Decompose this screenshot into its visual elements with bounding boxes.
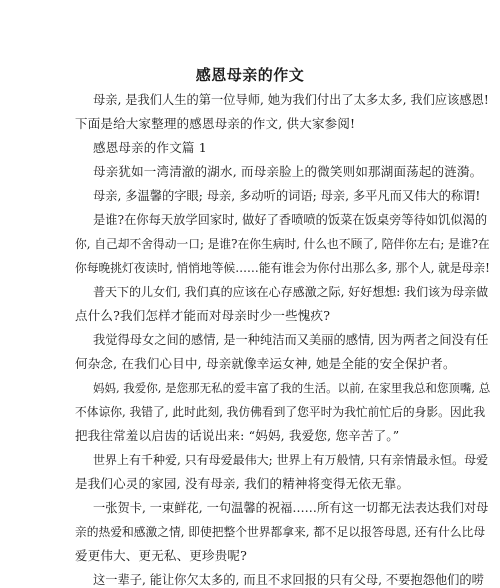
text-line: 何杂念, 在我们心目中, 母亲就像幸运女神, 她是全能的安全保护者。 (75, 356, 456, 371)
text-line: 是我们心灵的家园, 没有母亲, 我们的精神将变得无依无靠。 (75, 476, 410, 491)
text-line: 感恩母亲的作文篇 1 (93, 140, 207, 155)
text-line: 你每晚挑灯夜读时, 悄悄地等候……能有谁会为你付出那么多, 那个人, 就是母亲! (75, 261, 490, 275)
text-line: 妈妈, 我爱你, 是您那无私的爱丰富了我的生活。以前, 在家里我总和您顶嘴, 总 (93, 381, 491, 395)
text-line: 普天下的儿女们, 我们真的应该在心存感激之际, 好好想想: 我们该为母亲做 (93, 285, 489, 299)
text-line: 我觉得母女之间的感情, 是一种纯洁而又美丽的感情, 因为两者之间没有任 (93, 333, 489, 347)
document-title: 感恩母亲的作文 (195, 66, 305, 84)
text-line: 爱更伟大、更无私、更珍贵呢? (75, 548, 248, 563)
text-line: 母亲犹如一湾清澈的湖水, 而母亲脸上的微笑则如那湖面荡起的涟漪。 (93, 164, 483, 179)
text-line: 是谁?在你每天放学回家时, 做好了香喷喷的饭菜在饭桌旁等待如饥似渴的 (93, 213, 488, 227)
text-line: 把我往常羞以启齿的话说出来: “妈妈, 我爱您, 您辛苦了。” (75, 428, 400, 443)
text-line: 下面是给大家整理的感恩母亲的作文, 供大家参阅! (75, 116, 356, 131)
text-line: 母亲, 多温馨的字眼; 母亲, 多动听的词语; 母亲, 多平凡而又伟大的称谓! (93, 189, 481, 203)
text-line: 亲的热爱和感激之情, 即使把整个世界都拿来, 都不足以报答母恩, 还有什么比母 (75, 525, 486, 539)
text-line: 母亲, 是我们人生的第一位导师, 她为我们付出了太多太多, 我们应该感恩! (93, 93, 489, 107)
text-line: 你, 自己却不舍得动一口; 是谁?在你生病时, 什么也不顾了, 陪伴你左右; 是谁?在 (75, 237, 490, 251)
text-line: 点什么?我们怎样才能而对母亲时少一些愧疚? (75, 308, 331, 323)
text-line: 不体谅你, 我错了, 此时此刻, 我仿佛看到了您平时为我忙前忙后的身影。因此我 (75, 405, 486, 419)
text-line: 这一辈子, 能让你欠太多的, 而且不求回报的只有父母, 不要抱怨他们的唠 (93, 573, 484, 587)
text-line: 一张贺卡, 一束鲜花, 一句温馨的祝福……所有这一切都无法表达我们对母 (93, 501, 489, 515)
text-line: 世界上有千种爱, 只有母爱最伟大; 世界上有万般情, 只有亲情最永恒。母爱 (93, 453, 489, 467)
